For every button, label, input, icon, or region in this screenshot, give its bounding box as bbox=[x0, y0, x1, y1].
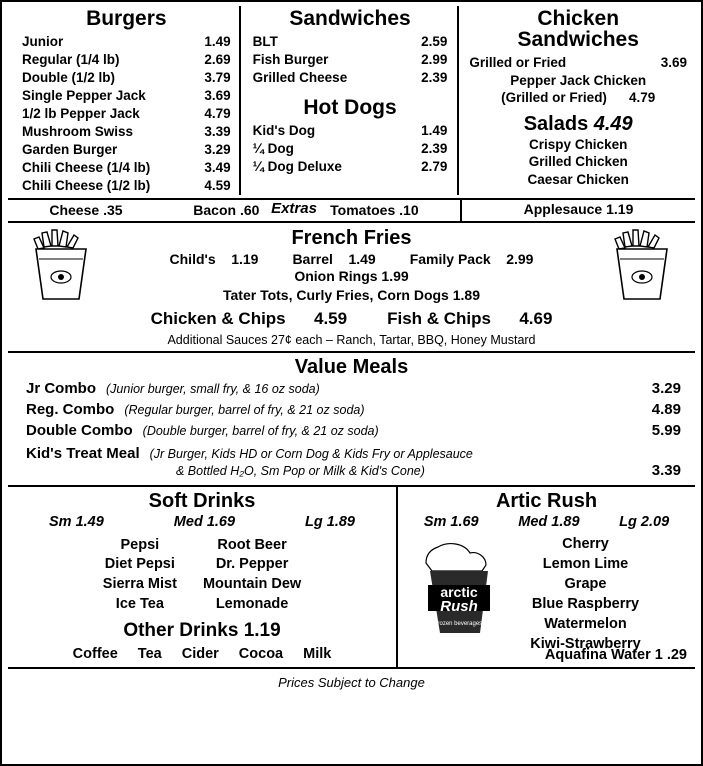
section-soft-drinks bbox=[8, 487, 398, 667]
additional-sauces-note: Additional Sauces 27¢ each – Ranch, Tartar, BBQ, Honey Mustard bbox=[167, 332, 536, 347]
flavor-item: Kiwi-Strawberry bbox=[530, 635, 641, 652]
flavor-item: Blue Raspberry bbox=[531, 595, 640, 612]
item-price: 4.79 bbox=[628, 90, 656, 106]
chicken-title-line2: Sandwiches bbox=[517, 28, 639, 52]
arctic-rush-logo-icon bbox=[408, 541, 504, 637]
item-price: .10 bbox=[399, 202, 419, 219]
extras-item-tomatoes bbox=[330, 202, 418, 218]
value-meal-row bbox=[8, 399, 695, 420]
item-description: (Regular burger, barrel of fry, & 21 oz soda) bbox=[124, 402, 365, 417]
menu-item-row bbox=[469, 54, 687, 72]
menu-item-row bbox=[22, 123, 231, 141]
item-description-line2: & Bottled H₂O, Sm Pop or Milk & Kid's Cone) bbox=[176, 463, 425, 478]
value-meals-title: Value Meals bbox=[294, 355, 409, 378]
item-price: 1.19 bbox=[231, 251, 259, 268]
extras-row bbox=[8, 200, 695, 224]
item-price: 3.69 bbox=[660, 55, 687, 71]
item-price: 2.59 bbox=[421, 34, 448, 50]
item-price: 1.49 bbox=[348, 251, 376, 268]
item-price: 2.39 bbox=[421, 69, 448, 85]
item-name: Double Combo bbox=[26, 421, 133, 439]
salad-item: Crispy Chicken bbox=[529, 136, 628, 152]
item-name: Fish Burger bbox=[252, 52, 329, 67]
menu-item-row bbox=[22, 87, 231, 105]
item-name: Double (1/2 lb) bbox=[22, 69, 116, 85]
burgers-title: Burgers bbox=[86, 7, 167, 30]
drink-item: Root Beer bbox=[217, 536, 287, 553]
french-fries-icon bbox=[30, 227, 92, 301]
menu-item-row bbox=[253, 33, 448, 51]
french-fries-icon bbox=[611, 227, 673, 301]
item-price: 4.79 bbox=[204, 105, 231, 121]
extras-items bbox=[14, 199, 454, 219]
item-name: (Grilled or Fried) bbox=[501, 90, 607, 106]
item-price: 2.99 bbox=[421, 52, 448, 67]
item-name: ¼ Dog Deluxe bbox=[252, 158, 342, 174]
soft-drink-sizes bbox=[14, 514, 390, 530]
extras-section bbox=[8, 200, 462, 222]
drink-item: Coffee bbox=[72, 646, 118, 663]
item-price: 4.59 bbox=[314, 308, 348, 328]
artic-rush-flavors bbox=[482, 534, 689, 654]
item-price: 2.39 bbox=[421, 140, 448, 156]
aquafina-water-item: Aquafina Water 1 .29 bbox=[544, 646, 687, 663]
item-price: 2.69 bbox=[204, 52, 231, 67]
flavor-item: Grape bbox=[564, 575, 607, 592]
item-name: Pepper Jack Chicken bbox=[510, 72, 647, 88]
value-meal-row bbox=[8, 420, 695, 441]
item-name: Chili Cheese (1/2 lb) bbox=[22, 177, 151, 193]
drink-item: Mountain Dew bbox=[202, 576, 302, 593]
item-price: 3.29 bbox=[204, 141, 231, 157]
item-name: Cheese bbox=[49, 202, 100, 219]
item-name: Bacon bbox=[193, 202, 237, 219]
section-burgers bbox=[8, 6, 239, 195]
drink-item: Milk bbox=[303, 646, 332, 663]
footer-note: Prices Subject to Change bbox=[278, 674, 425, 690]
item-price: 3.69 bbox=[204, 87, 231, 103]
item-price: 2.99 bbox=[506, 251, 534, 268]
item-name: 1/2 lb Pepper Jack bbox=[22, 105, 140, 121]
extras-item-bacon bbox=[193, 202, 259, 218]
other-drinks-list bbox=[14, 646, 390, 662]
item-price: .35 bbox=[103, 202, 123, 219]
logo-text-sub: frozen beverages bbox=[435, 620, 483, 627]
item-name: BLT bbox=[252, 34, 278, 50]
menu-item-row bbox=[22, 141, 231, 159]
flavor-item: Cherry bbox=[562, 535, 609, 552]
value-meal-row bbox=[8, 378, 695, 399]
item-name: Chili Cheese (1/4 lb) bbox=[22, 159, 151, 175]
salad-item: Caesar Chicken bbox=[527, 171, 629, 187]
logo-text-rush: Rush bbox=[440, 597, 478, 615]
item-name: Barrel bbox=[292, 251, 333, 268]
fries-size-family bbox=[410, 251, 534, 267]
size-small: Sm 1.49 bbox=[48, 513, 104, 530]
menu-item-row bbox=[253, 69, 448, 87]
extras-item-cheese bbox=[49, 202, 122, 218]
soft-drink-flavors bbox=[14, 536, 390, 614]
chips-rows bbox=[8, 309, 695, 329]
menu-item-row bbox=[253, 122, 448, 140]
drink-item: Pepsi bbox=[120, 536, 160, 553]
menu-item-row bbox=[22, 51, 231, 69]
item-name: Junior bbox=[22, 34, 64, 50]
section-chicken-sandwiches bbox=[459, 6, 695, 195]
menu-item-row bbox=[22, 69, 231, 87]
sandwiches-title: Sandwiches bbox=[289, 7, 411, 30]
soft-drink-column-2 bbox=[203, 536, 301, 614]
fries-size-childs bbox=[170, 251, 259, 267]
item-price: 4.89 bbox=[651, 400, 681, 418]
item-name: ¼ Dog bbox=[252, 140, 294, 156]
item-price: 3.79 bbox=[204, 69, 231, 85]
item-name: Regular (1/4 lb) bbox=[22, 52, 120, 67]
menu-item-row bbox=[22, 159, 231, 177]
item-price: 3.39 bbox=[651, 461, 681, 479]
section-sandwiches bbox=[239, 6, 460, 195]
salad-item: Grilled Chicken bbox=[528, 154, 628, 170]
onion-rings-row: Onion Rings 1.99 bbox=[294, 268, 409, 285]
item-name: Grilled Cheese bbox=[252, 69, 348, 85]
applesauce-item: Applesauce 1.19 bbox=[523, 200, 634, 217]
item-price: 3.29 bbox=[651, 379, 681, 397]
size-medium: Med 1.89 bbox=[518, 513, 580, 530]
item-name: Family Pack bbox=[409, 251, 491, 268]
artic-rush-sizes bbox=[404, 514, 689, 530]
fries-size-barrel bbox=[292, 251, 375, 267]
item-price: 3.49 bbox=[204, 159, 231, 175]
logo-text-arctic: arctic bbox=[440, 583, 478, 600]
item-description: (Jr Burger, Kids HD or Corn Dog & Kids Fry or Applesauce bbox=[149, 446, 473, 461]
top-sections bbox=[8, 6, 695, 200]
item-price: .60 bbox=[239, 202, 260, 219]
menu-item-row bbox=[253, 51, 448, 69]
item-description: (Junior burger, small fry, & 16 oz soda) bbox=[106, 381, 320, 396]
item-price: 4.59 bbox=[204, 177, 231, 193]
item-name: Child's bbox=[169, 251, 216, 268]
section-value-meals bbox=[8, 353, 695, 487]
menu-item-row bbox=[253, 140, 448, 158]
size-medium: Med 1.69 bbox=[173, 513, 236, 530]
artic-rush-title: Artic Rush bbox=[495, 489, 598, 512]
menu-item-row bbox=[469, 89, 687, 107]
drink-item: Cocoa bbox=[238, 646, 284, 663]
item-name: Single Pepper Jack bbox=[22, 87, 146, 103]
item-price: 2.79 bbox=[421, 158, 448, 174]
item-price: 5.99 bbox=[651, 421, 681, 439]
item-name: Jr Combo bbox=[26, 379, 97, 397]
size-large: Lg 2.09 bbox=[619, 513, 670, 530]
section-artic-rush bbox=[398, 487, 695, 667]
drink-item: Ice Tea bbox=[115, 595, 164, 612]
item-name: Grilled or Fried bbox=[469, 55, 567, 71]
menu-item-row bbox=[253, 158, 448, 176]
menu-item-row bbox=[22, 177, 231, 195]
item-description: (Double burger, barrel of fry, & 21 oz soda) bbox=[142, 423, 379, 438]
flavor-item: Watermelon bbox=[544, 615, 627, 632]
drink-item: Lemonade bbox=[215, 595, 289, 612]
size-large: Lg 1.89 bbox=[305, 513, 355, 530]
item-price: 4.69 bbox=[519, 308, 553, 328]
drink-item: Diet Pepsi bbox=[104, 556, 175, 573]
soft-drinks-title: Soft Drinks bbox=[148, 489, 256, 512]
drink-item: Dr. Pepper bbox=[215, 556, 289, 573]
menu-item-row bbox=[22, 105, 231, 123]
item-name: Mushroom Swiss bbox=[22, 123, 134, 139]
menu-item-row bbox=[22, 33, 231, 51]
item-name: Tomatoes bbox=[330, 202, 396, 219]
chicken-and-chips bbox=[151, 309, 348, 329]
salads-header bbox=[469, 113, 687, 136]
soft-drink-column-1 bbox=[103, 536, 177, 614]
item-name: Fish & Chips bbox=[387, 308, 491, 328]
fish-and-chips bbox=[387, 309, 552, 329]
item-name: Kid's Dog bbox=[252, 122, 316, 138]
section-french-fries bbox=[8, 223, 695, 353]
drink-item: Cider bbox=[181, 646, 219, 663]
size-small: Sm 1.69 bbox=[423, 513, 479, 530]
salads-price: 4.49 bbox=[593, 112, 633, 135]
value-meal-row-continued bbox=[8, 462, 695, 479]
item-name: Chicken & Chips bbox=[150, 308, 286, 328]
hotdogs-title: Hot Dogs bbox=[303, 95, 397, 119]
item-price: 3.39 bbox=[204, 123, 231, 139]
item-name: Kid's Treat Meal bbox=[26, 444, 140, 462]
extras-title: Extras bbox=[271, 199, 317, 217]
item-name: Reg. Combo bbox=[26, 400, 115, 418]
chicken-title-line1: Chicken bbox=[537, 7, 620, 30]
section-drinks bbox=[8, 487, 695, 669]
salads-title: Salads bbox=[523, 112, 589, 135]
fries-title: French Fries bbox=[291, 227, 412, 250]
item-price: 1.49 bbox=[204, 34, 231, 50]
drink-item: Tea bbox=[137, 646, 162, 663]
item-price: 1.49 bbox=[421, 122, 448, 138]
drink-item: Sierra Mist bbox=[102, 576, 177, 593]
value-meal-row bbox=[8, 441, 695, 462]
other-drinks-title: Other Drinks 1.19 bbox=[123, 620, 281, 642]
fries-sizes bbox=[8, 251, 695, 267]
tater-tots-row: Tater Tots, Curly Fries, Corn Dogs 1.89 bbox=[223, 287, 480, 304]
item-name: Garden Burger bbox=[22, 141, 118, 157]
flavor-item: Lemon Lime bbox=[542, 555, 629, 572]
